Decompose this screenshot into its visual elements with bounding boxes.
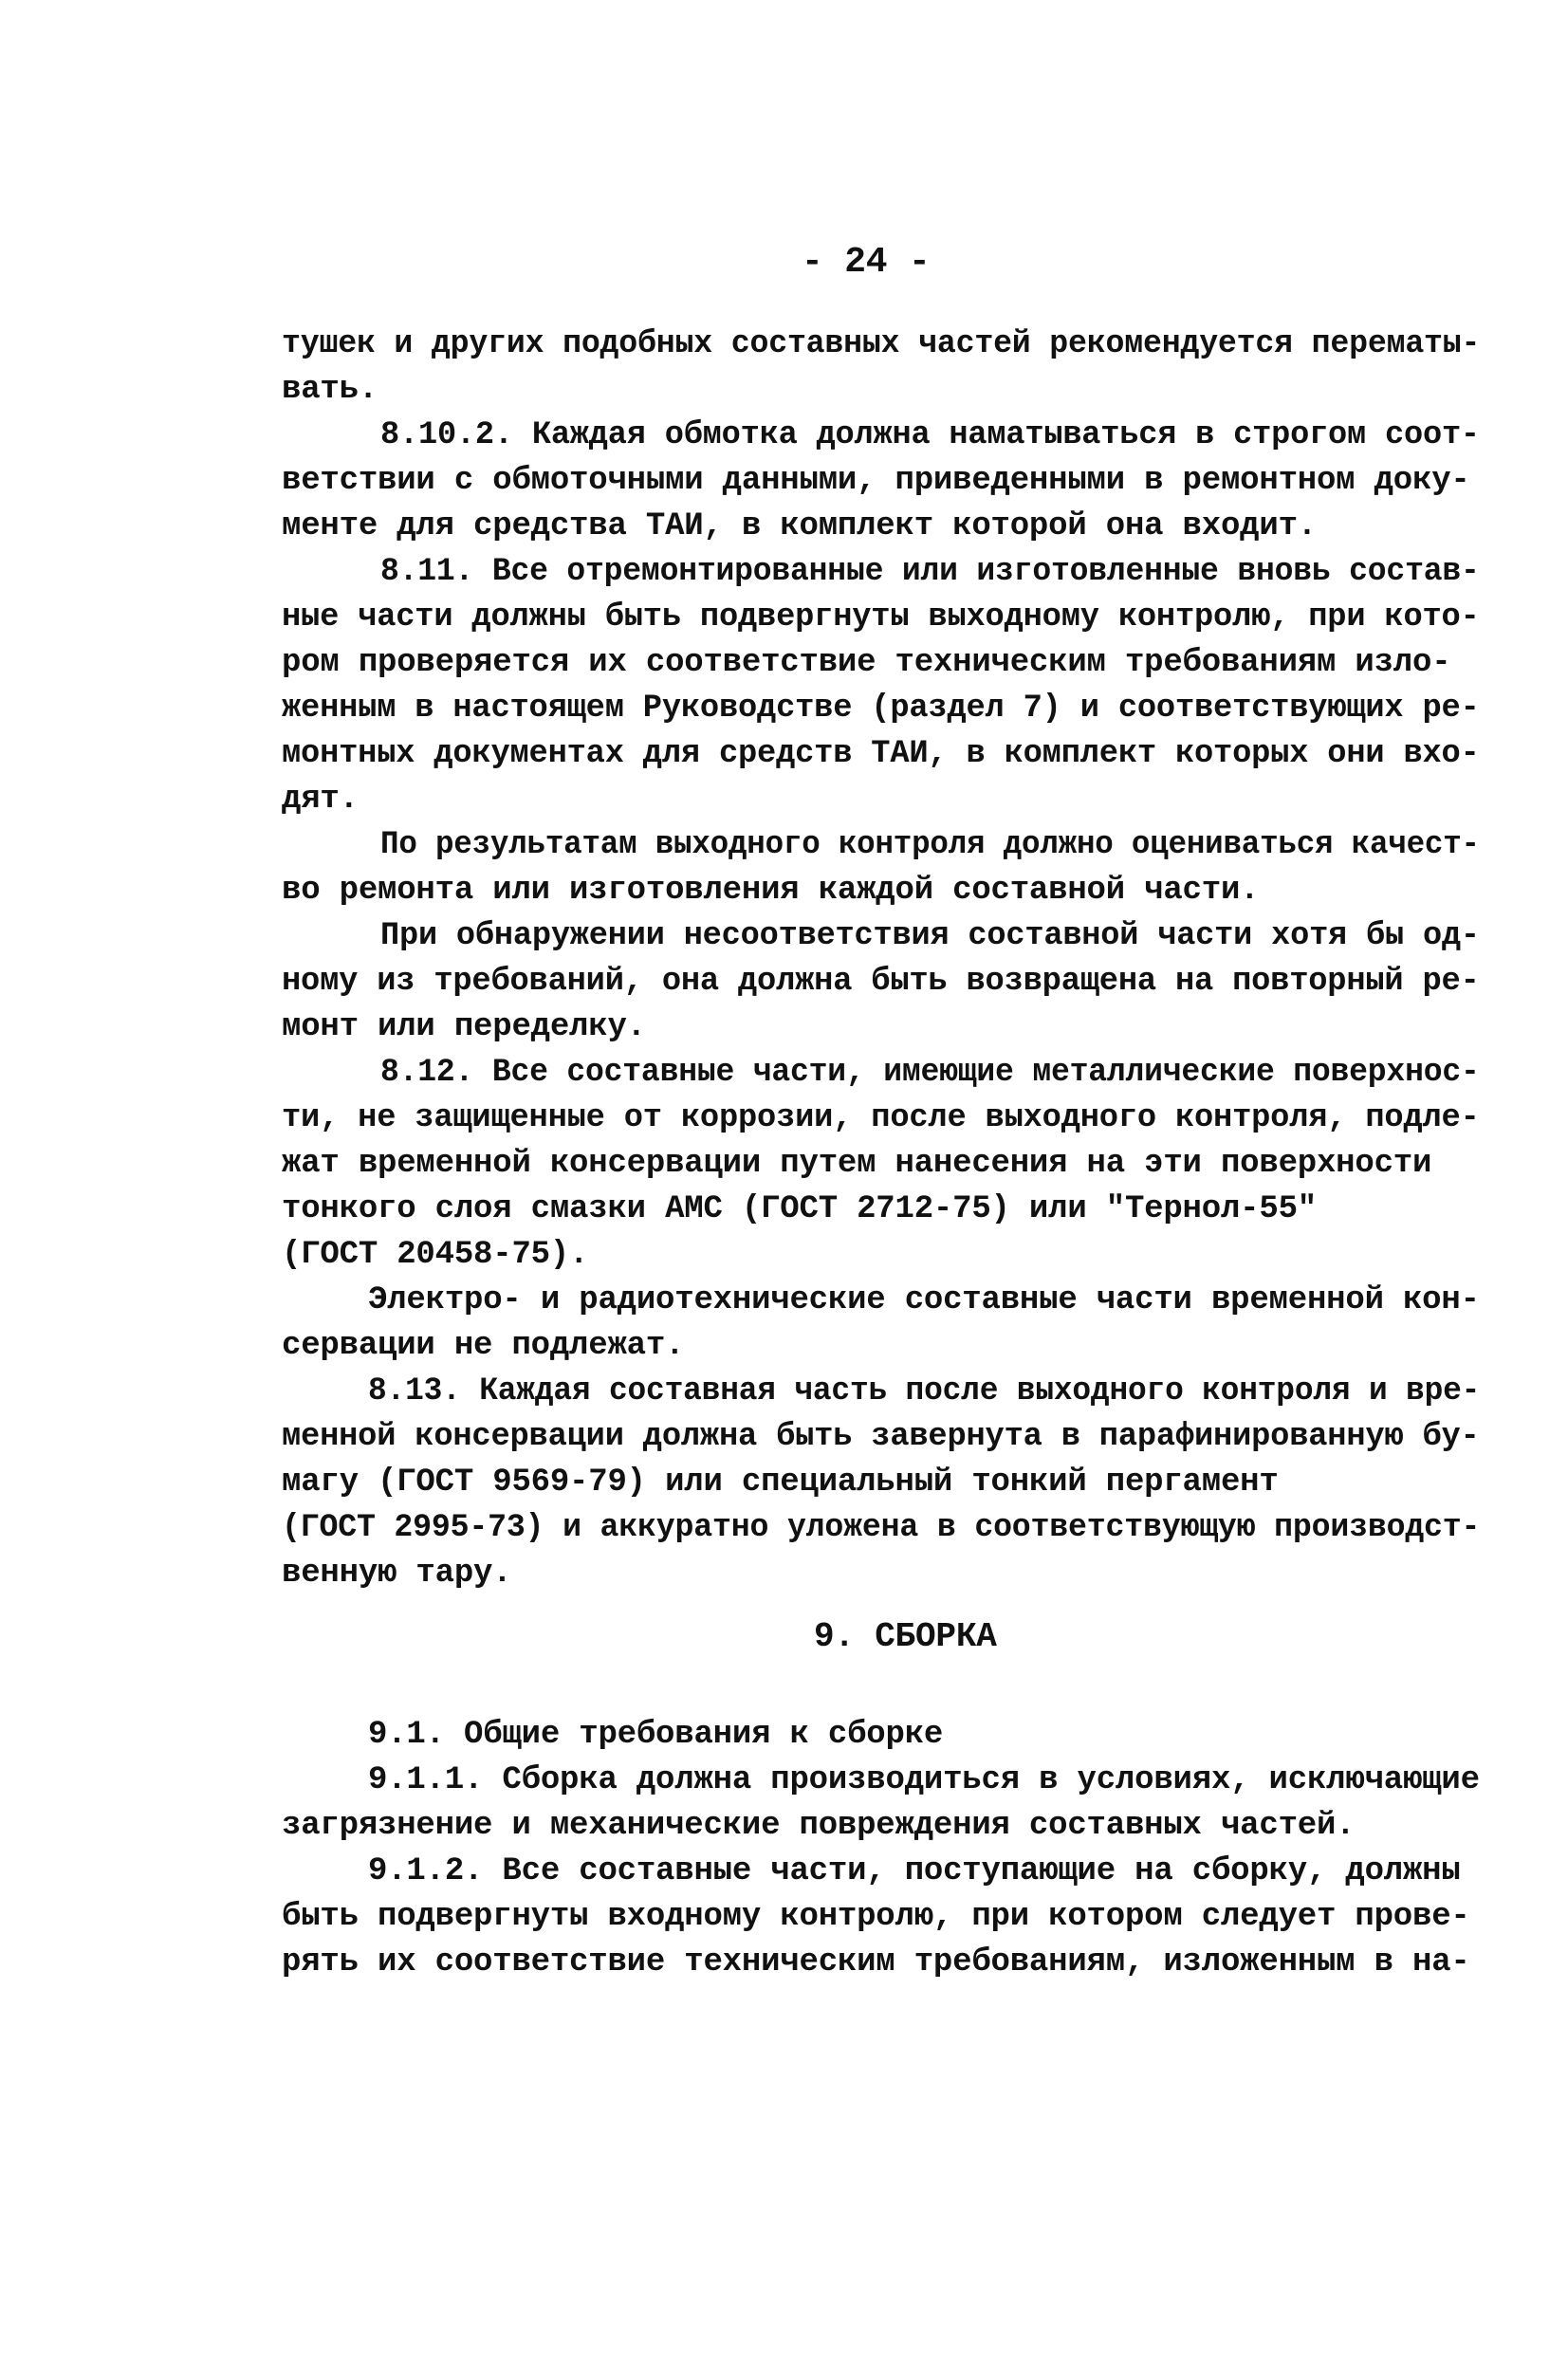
text-line: менной консервации должна быть завернута в парафинированную бу-: [282, 1419, 1480, 1455]
text-line: 9.1.2. Все составные части, поступающие на сборку, должны: [368, 1853, 1461, 1889]
text-line: жат временной консервации путем нанесения на эти поверхности: [282, 1146, 1432, 1182]
text-line: монтных документах для средств ТАИ, в комплект которых они вхо-: [282, 736, 1480, 772]
text-line: менте для средства ТАИ, в комплект которой она входит.: [282, 508, 1317, 544]
section-heading: 9. СБОРКА: [814, 1617, 997, 1656]
text-line: тонкого слоя смазки АМС (ГОСТ 2712-75) или "Тернол-55": [282, 1191, 1317, 1227]
text-line: женным в настоящем Руководстве (раздел 7) и соответствующих ре-: [282, 691, 1480, 727]
text-line: венную тару.: [282, 1556, 512, 1592]
text-line: 8.11. Все отремонтированные или изготовленные вновь состав-: [380, 554, 1480, 590]
text-line: ром проверяется их соответствие техническим требованиям изло-: [282, 645, 1451, 681]
text-line: 9.1.1. Сборка должна производиться в условиях, исключающие: [368, 1762, 1480, 1798]
text-line: рять их соответствие техническим требованиям, изложенным в на-: [282, 1944, 1470, 1980]
page-number: - 24 -: [802, 242, 931, 283]
text-line: (ГОСТ 2995-73) и аккуратно уложена в соответствующую производст-: [282, 1510, 1481, 1546]
text-line: во ремонта или изготовления каждой составной части.: [282, 873, 1260, 909]
text-line: По результатам выходного контроля должно оцениваться качест-: [380, 827, 1480, 863]
text-line: загрязнение и механические повреждения составных частей.: [282, 1808, 1356, 1844]
text-line: При обнаружении несоответствия составной части хотя бы од-: [380, 918, 1480, 954]
text-line: ти, не защищенные от коррозии, после выходного контроля, подле-: [282, 1100, 1480, 1136]
subsection-heading: 9.1. Общие требования к сборке: [368, 1717, 944, 1753]
text-line: ветствии с обмоточными данными, приведенными в ремонтном доку-: [282, 463, 1470, 499]
text-line: ному из требований, она должна быть возвращена на повторный ре-: [282, 964, 1480, 1000]
text-line: (ГОСТ 20458-75).: [282, 1237, 589, 1273]
text-line: дят.: [282, 782, 359, 818]
text-line: вать.: [282, 372, 378, 408]
text-line: 8.12. Все составные части, имеющие металлические поверхнос-: [380, 1055, 1480, 1091]
text-line: монт или переделку.: [282, 1009, 646, 1045]
text-line: быть подвергнуты входному контролю, при котором следует прове-: [282, 1899, 1470, 1935]
text-line: магу (ГОСТ 9569-79) или специальный тонкий пергамент: [282, 1465, 1279, 1501]
text-line: ные части должны быть подвергнуты выходному контролю, при кото-: [282, 599, 1480, 636]
text-line: Электро- и радиотехнические составные части временной кон-: [368, 1282, 1480, 1318]
text-line: 8.13. Каждая составная часть после выходного контроля и вре-: [368, 1373, 1481, 1409]
text-line: тушек и других подобных составных частей рекомендуется перематы-: [282, 326, 1481, 362]
text-line: сервации не подлежат.: [282, 1328, 685, 1364]
text-line: 8.10.2. Каждая обмотка должна наматываться в строгом соот-: [380, 417, 1480, 453]
